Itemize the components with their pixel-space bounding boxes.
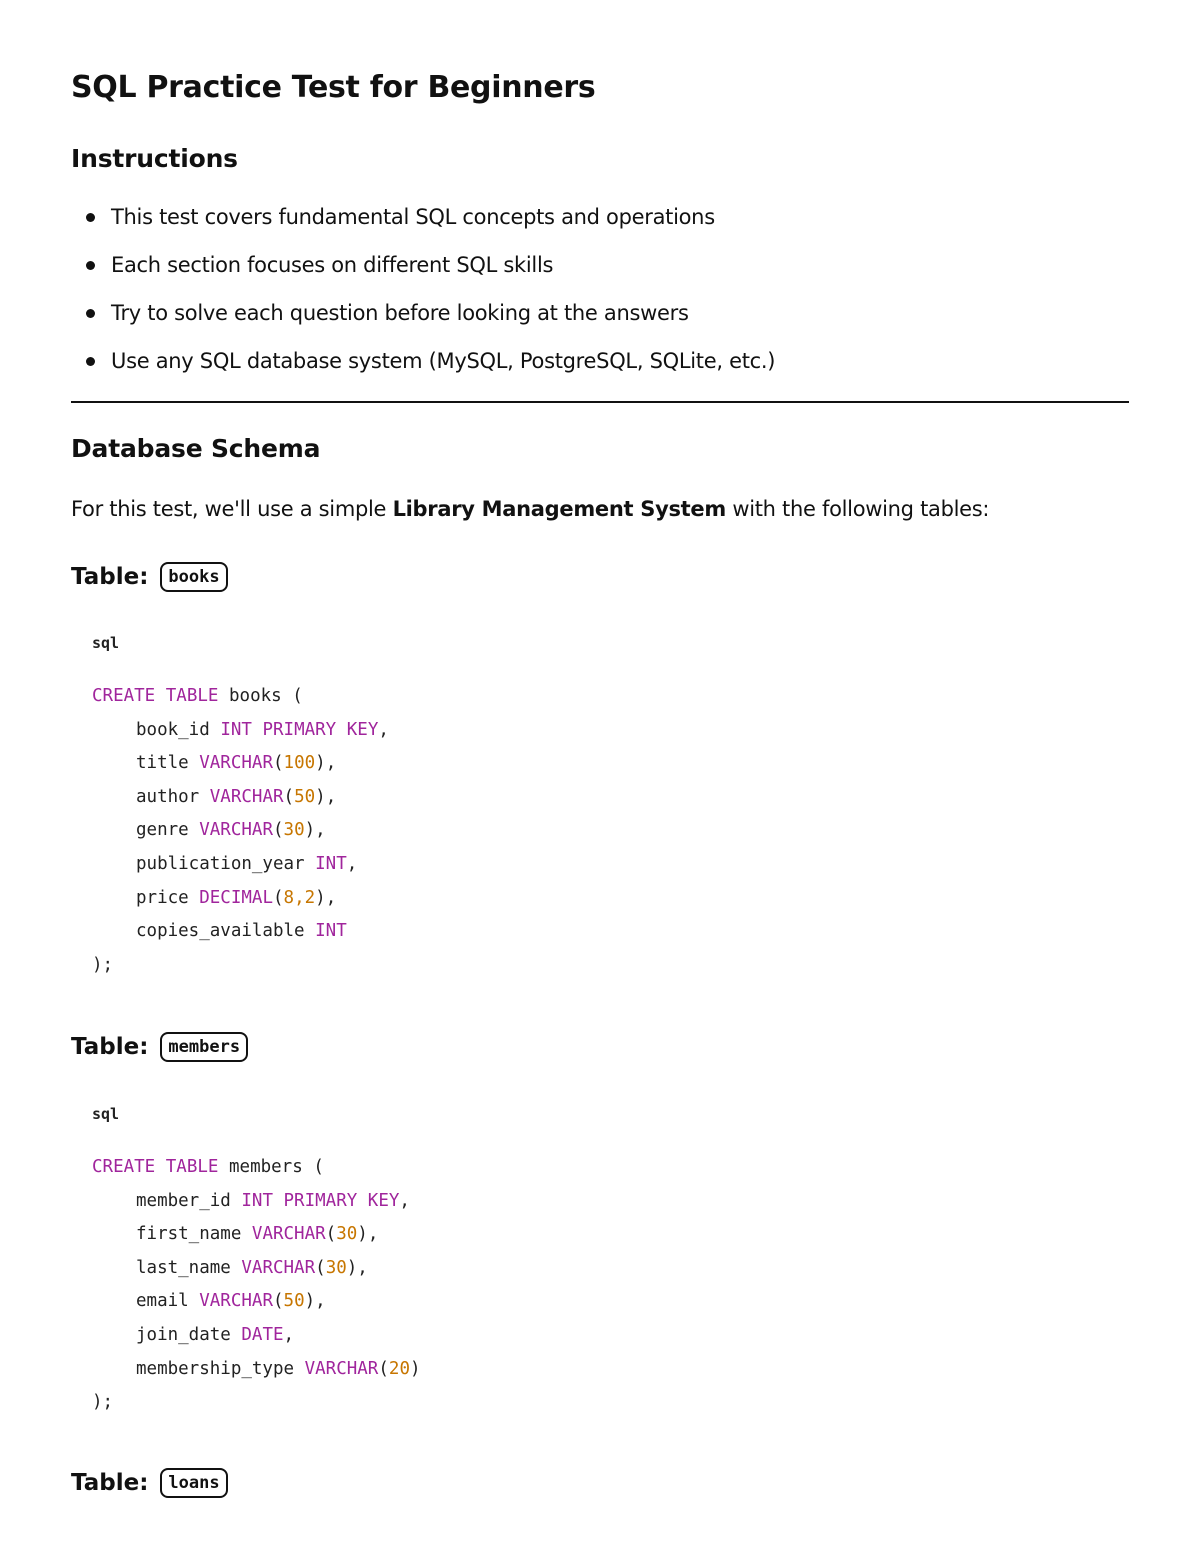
table-name-code: books <box>160 562 227 592</box>
bullet-icon <box>86 261 95 270</box>
bullet-icon <box>86 357 95 366</box>
list-item-text: Try to solve each question before looking at the answers <box>111 301 689 325</box>
code-line: membership_type VARCHAR(20) <box>136 1358 421 1379</box>
code-line: CREATE TABLE members ( <box>92 1157 324 1177</box>
table-heading-books <box>71 560 228 594</box>
schema-intro <box>71 492 989 526</box>
list-item <box>71 344 775 392</box>
schema-heading: Database Schema <box>71 434 321 463</box>
code-language-label: sql <box>92 634 120 652</box>
code-line: title VARCHAR(100), <box>136 753 337 774</box>
instructions-heading: Instructions <box>71 144 238 173</box>
table-label: Table: <box>71 564 149 590</box>
list-item-text: Each section focuses on different SQL skills <box>111 253 554 277</box>
list-item <box>71 296 775 344</box>
code-block-books <box>92 632 389 982</box>
code-language-label: sql <box>92 1105 120 1123</box>
intro-text-before: For this test, we'll use a simple <box>71 497 393 521</box>
horizontal-divider <box>71 401 1129 403</box>
code-line: book_id INT PRIMARY KEY, <box>136 719 389 740</box>
code-block-members <box>92 1103 421 1420</box>
intro-bold-system: Library Management System <box>392 497 726 521</box>
intro-text-after: with the following tables: <box>725 497 990 521</box>
bullet-icon <box>86 309 95 318</box>
table-name-code: members <box>160 1032 248 1062</box>
code-line: last_name VARCHAR(30), <box>136 1257 368 1278</box>
code-line: price DECIMAL(8,2), <box>136 887 337 908</box>
instructions-list <box>71 200 775 392</box>
code-line: member_id INT PRIMARY KEY, <box>136 1190 410 1211</box>
code-line: CREATE TABLE books ( <box>92 686 303 706</box>
table-name-code: loans <box>160 1468 227 1498</box>
list-item-text: This test covers fundamental SQL concepts and operations <box>111 205 715 229</box>
code-line: copies_available INT <box>136 921 347 942</box>
code-line: join_date DATE, <box>136 1324 295 1345</box>
code-line: email VARCHAR(50), <box>136 1291 326 1312</box>
code-line: publication_year INT, <box>136 853 358 874</box>
code-line: author VARCHAR(50), <box>136 786 337 807</box>
list-item-text: Use any SQL database system (MySQL, PostgreSQL, SQLite, etc.) <box>111 349 776 373</box>
list-item <box>71 200 775 248</box>
page-title: SQL Practice Test for Beginners <box>71 70 596 105</box>
code-line: first_name VARCHAR(30), <box>136 1224 379 1245</box>
table-label: Table: <box>71 1470 149 1496</box>
code-line: ); <box>92 954 114 975</box>
table-heading-loans <box>71 1466 228 1500</box>
table-heading-members <box>71 1030 248 1064</box>
code-line: ); <box>92 1392 114 1413</box>
bullet-icon <box>86 213 95 222</box>
table-label: Table: <box>71 1034 149 1060</box>
list-item <box>71 248 775 296</box>
code-line: genre VARCHAR(30), <box>136 820 326 841</box>
